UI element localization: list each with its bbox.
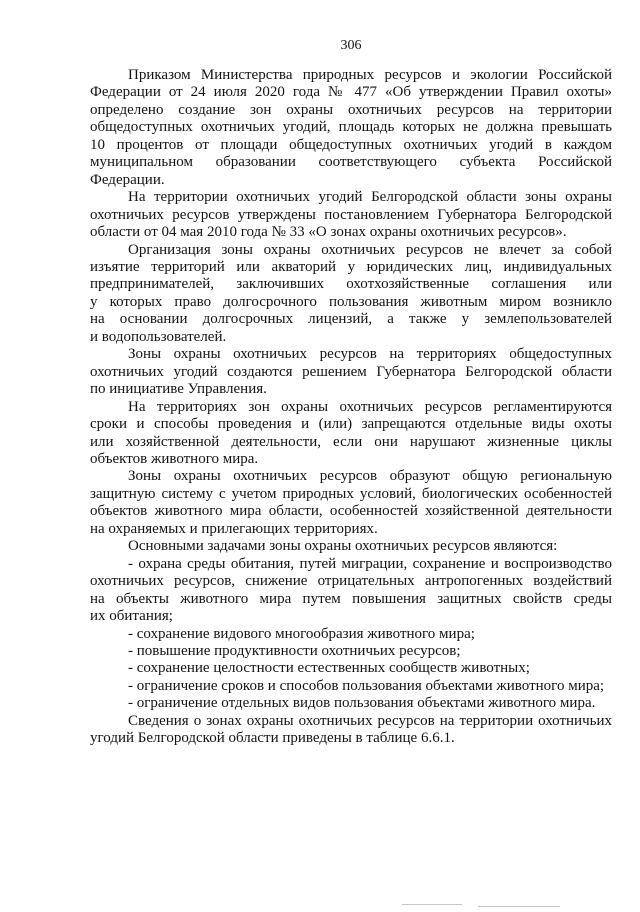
paragraph-line: на охраняемых и прилегающих территориях. <box>90 520 378 537</box>
paragraph-line: Приказом Министерства природных ресурсов и экологии Российской <box>128 67 612 83</box>
paragraph-line: объектов животного мира. <box>90 450 259 467</box>
body-text <box>90 67 612 748</box>
paragraph-line: изъятие территорий или акваторий у юридических лиц, индивидуальных <box>90 258 612 275</box>
list-item <box>90 556 612 626</box>
paragraph-line: Зоны охраны охотничьих ресурсов образуют общую региональную <box>128 468 612 485</box>
paragraph-line: На территориях зон охраны охотничьих ресурсов регламентируются <box>128 398 612 415</box>
list-item <box>90 678 612 695</box>
paragraph-line: определено создание зон охраны охотничьих ресурсов на территории <box>90 101 612 118</box>
paragraph-line: общедоступных охотничьих угодий, площадь которых не должна превышать <box>90 119 612 136</box>
paragraph-line: охотничьих ресурсов утверждены постановлением Губернатора Белгородской <box>90 206 612 223</box>
paragraph-line: Зоны охраны охотничьих ресурсов на территориях общедоступных <box>128 346 612 363</box>
list-item <box>90 660 612 677</box>
paragraph-line: сроки и способы проведения и (или) запрещаются отдельные виды охоты <box>90 416 612 433</box>
list-item <box>90 695 612 712</box>
paragraph-line: на основании долгосрочных лицензий, а также у землепользователей <box>90 311 612 328</box>
list-item-line: на объекты животного мира путем повышения защитных свойств среды <box>90 590 612 607</box>
paragraph-line: Федерации. <box>90 171 165 188</box>
list-item-line: - охрана среды обитания, путей миграции, сохранение и воспроизводство <box>128 555 612 572</box>
paragraph-tasks-intro <box>90 538 612 555</box>
paragraph-order-2020 <box>90 67 612 189</box>
tasks-list <box>90 556 612 713</box>
list-item <box>90 643 612 660</box>
list-item-line: - повышение продуктивности охотничьих ресурсов; <box>128 642 461 659</box>
paragraph-line: Сведения о зонах охраны охотничьих ресурсов на территории охотничьих <box>128 712 612 729</box>
paragraph-line: 10 процентов от площади общедоступных охотничьих угодий в каждом <box>90 136 612 153</box>
list-item-line: - сохранение видового многообразия животного мира; <box>128 625 475 642</box>
paragraph-line: по инициативе Управления. <box>90 381 267 398</box>
paragraph-belgorod-zones <box>90 189 612 241</box>
paragraph-line: Федерации от 24 июля 2020 года № 477 «Об утверждении Правил охоты» <box>90 84 612 101</box>
list-item <box>90 626 612 643</box>
paragraph-line: охотничьих угодий создаются решением Губернатора Белгородской области <box>90 363 612 380</box>
paragraph-line: и водопользователей. <box>90 328 227 345</box>
paragraph-table-reference <box>90 713 612 748</box>
list-item-line: их обитания; <box>90 608 173 625</box>
paragraph-line: защитную систему с учетом природных условий, биологических особенностей <box>90 485 612 502</box>
paragraph-organization <box>90 242 612 347</box>
paragraph-protective-system <box>90 468 612 538</box>
paragraph-line: муниципальном образовании соответствующего субъекта Российской <box>90 154 612 171</box>
paragraph-line: угодий Белгородской области приведены в таблице 6.6.1. <box>90 730 455 747</box>
list-item-line: охотничьих ресурсов, снижение отрицательных антропогенных воздействий <box>90 573 612 590</box>
paragraph-creation <box>90 346 612 398</box>
paragraph-regulation <box>90 399 612 469</box>
paragraph-line: области от 04 мая 2010 года № 33 «О зонах охраны охотничьих ресурсов». <box>90 224 567 241</box>
page-number: 306 <box>340 38 362 53</box>
list-item-line: - сохранение целостности естественных сообществ животных; <box>128 660 530 677</box>
paragraph-line: Организация зоны охраны охотничьих ресурсов не влечет за собой <box>128 241 612 258</box>
paragraph-line: объектов животного мира области, особенностей хозяйственной деятельности <box>90 503 612 520</box>
paragraph-line: предпринимателей, заключивших охотхозяйственные соглашения или <box>90 276 612 293</box>
paragraph-line: у которых право долгосрочного пользования животным миром возникло <box>90 293 612 310</box>
scan-artifact <box>478 906 560 907</box>
paragraph-line: Основными задачами зоны охраны охотничьих ресурсов являются: <box>128 538 558 555</box>
list-item-line: - ограничение отдельных видов пользования объектами животного мира. <box>128 695 596 712</box>
paragraph-line: На территории охотничьих угодий Белгородской области зоны охраны <box>128 189 612 206</box>
scan-artifact <box>402 904 462 905</box>
paragraph-line: или хозяйственной деятельности, если они нарушают жизненные циклы <box>90 433 612 450</box>
list-item-line: - ограничение сроков и способов пользования объектами животного мира; <box>128 677 605 694</box>
